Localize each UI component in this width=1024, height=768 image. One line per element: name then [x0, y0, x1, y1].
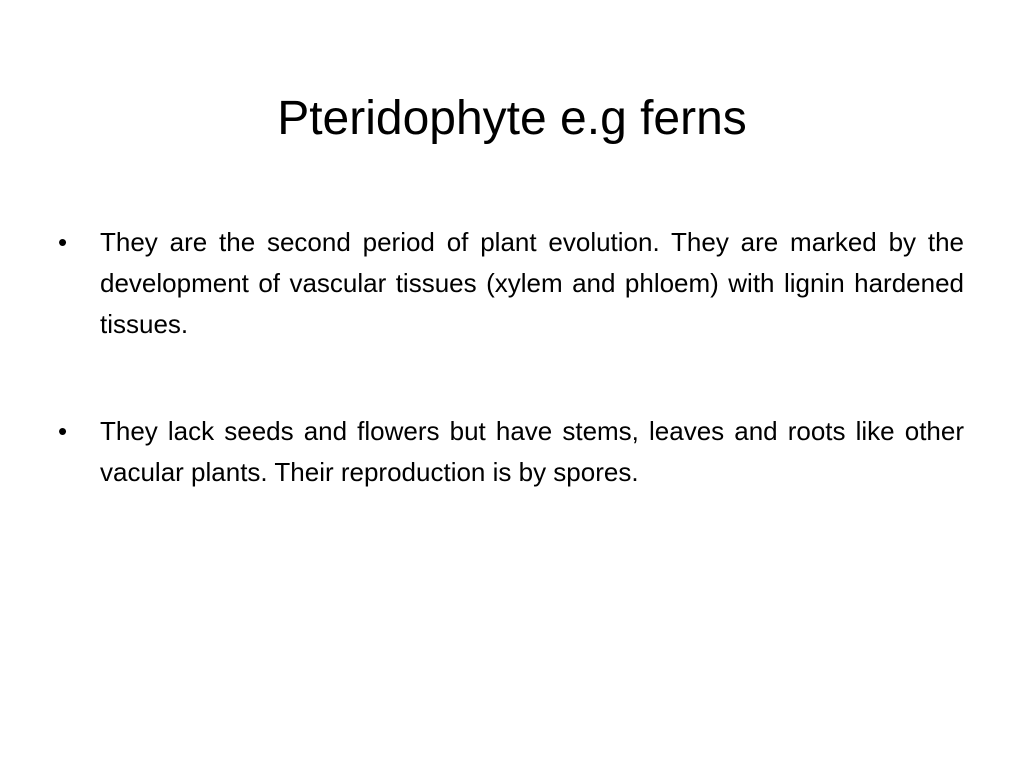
bullet-icon: • [58, 416, 68, 446]
bullet-item [58, 411, 964, 493]
bullet-item [58, 222, 964, 345]
bullet-text: They are the second period of plant evolution. They are marked by the development of vascular tissues (xylem and phloem) with lignin hardened tissues. [100, 227, 964, 339]
bullet-icon: • [58, 227, 68, 257]
bullet-text: They lack seeds and flowers but have stems, leaves and roots like other vacular plants. Their reproduction is by spores. [100, 416, 964, 487]
slide-title: Pteridophyte e.g ferns [277, 92, 747, 145]
bullet-list [58, 222, 964, 493]
